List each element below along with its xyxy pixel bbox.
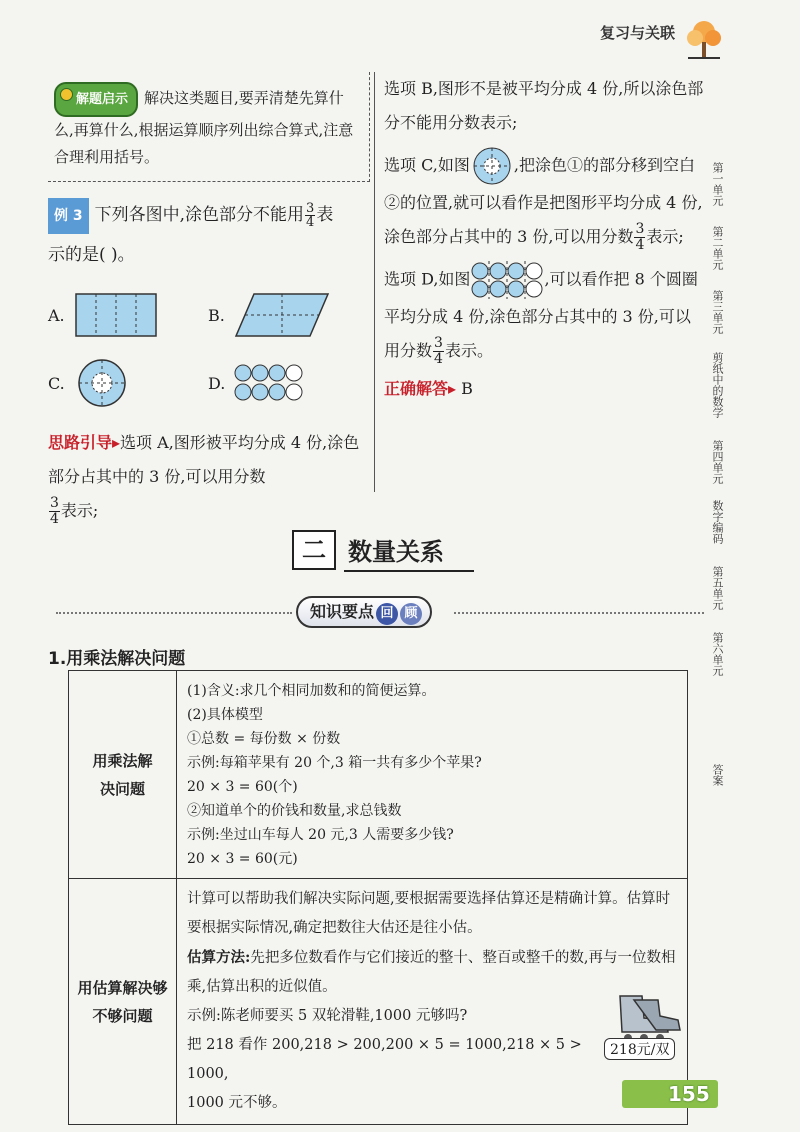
answer-value: B [461,379,473,398]
arrow-icon: ▸ [112,433,121,452]
circle-diagram-icon [470,146,514,186]
row2-line: 示例:陈老师要买 5 双轮滑鞋,1000 元够吗? [187,1008,468,1024]
question-post: 表 [316,205,334,225]
option-d-fraction [433,336,444,367]
option-c-frac-den: 4 [635,237,645,253]
row1-body [177,671,688,879]
row2-head-text: 用估算解决够不够问题 [77,978,168,1025]
row1-head-text: 用乘法解决问题 [92,751,153,798]
circle-figure-icon [74,358,134,408]
knowledge-review-tag [296,596,432,628]
answer-label: 正确解答 [384,379,449,398]
side-tab[interactable]: 第五单元 [711,566,724,610]
option-c-frac-num: 3 [635,221,645,237]
eight-circles-figure-icon [234,362,304,404]
side-tab[interactable]: 第四单元 [711,440,724,484]
knowledge-table [68,670,688,1125]
option-d-mid: ,可以看作把 8 个圆圈平均分成 4 份,涂色部分占其中的 3 份,可以用分数 [384,269,698,360]
row1-line: 20 × 3 = 60(个) [187,778,298,795]
row1-line: (2)具体模型 [187,706,263,723]
option-d-frac-num: 3 [434,335,443,351]
hint-tag: 解题启示 [54,82,138,117]
thinking-frac-num: 3 [50,495,59,511]
row1-line: 示例:每箱苹果有 20 个,3 箱一共有多少个苹果? [187,754,482,771]
answer-arrow-icon: ▸ [448,379,457,398]
correct-answer [384,372,704,406]
page-number: 155 [668,1082,710,1106]
option-c-pre: 选项 C,如图 [384,155,470,175]
option-d-end: 表示。 [444,341,493,360]
thinking-text: 选项 A,图形被平均分成 4 份,涂色部分占其中的 3 份,可以用分数 [48,433,360,486]
option-d[interactable] [208,362,368,404]
parallelogram-figure-icon [234,292,330,338]
price-tag: 218元/双 [604,1038,675,1060]
option-a[interactable] [48,292,208,338]
row1-line: ①总数 = 每份数 × 份数 [187,730,341,747]
question-line2: 示的是( )。 [48,245,135,265]
row1-line: ②知道单个的价钱和数量,求总钱数 [187,802,402,819]
section-number: 二 [292,530,336,570]
divider-left [56,612,292,614]
subsection-title: 1.用乘法解决问题 [48,649,186,669]
thinking-fraction [49,496,60,527]
frac-num: 3 [306,201,315,216]
row1-head [69,671,177,879]
table-row [69,671,688,879]
row2-line: 1000 元不够。 [187,1095,287,1111]
row2-head [69,879,177,1125]
fraction [305,202,315,229]
option-a-label: A. [48,305,65,325]
row2-line: 把 218 看作 200,218 > 200,200 × 5 = 1000,218 × 5 > 1000, [187,1037,582,1082]
thinking-guide [48,426,370,528]
side-tab[interactable]: 数字编码 [711,500,724,544]
header-title: 复习与关联 [600,24,676,42]
hint-box [48,72,370,182]
section-underline [344,570,474,572]
thinking-frac-den: 4 [50,511,59,527]
frac-den: 4 [306,215,315,230]
option-c-explanation [384,146,704,254]
thinking-label: 思路引导 [48,433,113,452]
side-tab[interactable]: 第六单元 [711,632,724,676]
thinking-text-end: 表示; [60,501,99,520]
side-tab[interactable]: 第三单元 [711,290,724,334]
option-d-explanation [384,260,704,368]
option-c-mid: ,把涂色①的部分移到空白②的位置,就可以看作是把图形平均分成 4 份,涂色部分占其中的 3 份,可以用分数 [384,155,703,246]
section-title-text: 数量关系 [348,538,444,566]
option-d-frac-den: 4 [434,351,443,367]
option-c-label: C. [48,373,65,393]
side-tab[interactable]: 第一单元 [711,162,724,206]
knowledge-circle-2: 顾 [400,603,422,625]
row2-line: 估算方法:先把多位数看作与它们接近的整十、整百或整千的数,再与一位数相乘,估算出积的近似值。 [187,949,676,995]
question-pre: 下列各图中,涂色部分不能用 [94,205,305,225]
example-tag: 例 3 [48,198,89,234]
option-c-fraction [634,222,645,253]
option-b-explanation: 选项 B,图形不是被平均分成 4 份,所以涂色部分不能用分数表示; [384,79,704,132]
table-row [69,879,688,1125]
rectangle-figure-icon [74,292,158,338]
tree-icon [684,18,724,62]
row2-line: 计算可以帮助我们解决实际问题,要根据需要选择估算还是精确计算。估算时要根据实际情况,确定把数往大估还是往小估。 [187,891,671,936]
knowledge-label: 知识要点 [310,602,375,621]
option-d-label: D. [208,373,226,393]
left-column [48,72,370,528]
hint-text: 解决这类题目,要弄清楚先算什么,再算什么,根据运算顺序列出综合算式,注意合理利用括号。 [54,89,354,166]
knowledge-circle-1: 回 [376,603,398,625]
option-c[interactable] [48,358,208,408]
grouped-circles-icon [470,260,544,300]
side-tab[interactable]: 答案 [711,764,724,786]
row1-line: (1)含义:求几个相同加数和的简便运算。 [187,682,436,699]
right-column [384,72,704,406]
side-tab[interactable]: 剪纸中的数学 [711,352,724,418]
options-row-1 [48,290,370,340]
example-question [48,198,370,234]
option-d-pre: 选项 D,如图 [384,269,471,289]
option-b[interactable] [208,292,368,338]
estimate-method-label: 估算方法: [187,949,251,966]
column-divider [374,72,375,492]
divider-right [454,612,704,614]
options-row-2 [48,358,370,408]
row1-line: 示例:坐过山车每人 20 元,3 人需要多少钱? [187,826,454,843]
option-c-end: 表示; [646,227,684,246]
section-title [292,528,472,572]
option-b-label: B. [208,305,225,325]
side-tab[interactable]: 第二单元 [711,226,724,270]
row1-line: 20 × 3 = 60(元) [187,850,298,867]
